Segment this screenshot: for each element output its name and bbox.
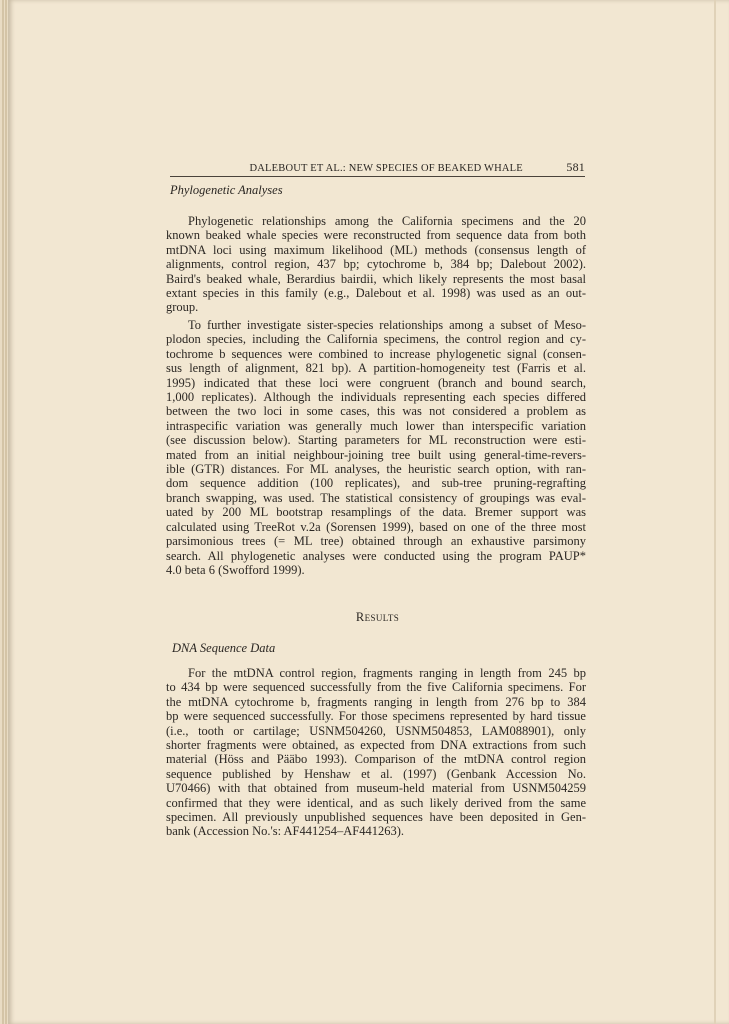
text-line: bank (Accession No.'s: AF441254–AF441263). — [166, 824, 405, 839]
text-line: sus length of alignment, 821 bp). A partition-homogeneity test (Farris et al. — [166, 361, 586, 376]
text-line: extant species in this family (e.g., Dalebout et al. 1998) was used as an out- — [166, 286, 586, 301]
text-line: confirmed that they were identical, and as such likely derived from the same — [166, 795, 586, 810]
text-line: dom sequence addition (100 replicates), and sub-tree pruning-regrafting — [166, 476, 586, 491]
paragraph-phylogenetic-2 — [166, 318, 586, 577]
text-line: 1995) indicated that these loci were congruent (branch and bound search, — [166, 375, 586, 390]
text-line: alignments, control region, 437 bp; cytochrome b, 384 bp; Dalebout 2002). — [166, 257, 586, 272]
text-line: between the two loci in some cases, this was not considered a problem as — [166, 404, 586, 419]
page-number: 581 — [566, 160, 585, 174]
text-line: shorter fragments were obtained, as expected from DNA extractions from such — [166, 738, 586, 753]
text-line: parsimonious trees (= ML tree) obtained through an exhaustive parsimony — [166, 534, 586, 549]
text-line: mtDNA loci using maximum likelihood (ML) methods (consensus length of — [166, 242, 586, 257]
text-line: mated from an initial neighbour-joining tree built using general-time-revers- — [166, 447, 586, 462]
text-line: 1,000 replicates). Although the individuals representing each species differed — [166, 390, 586, 405]
text-line: specimen. All previously unpublished sequences have been deposited in Gen- — [166, 810, 586, 825]
text-line: plodon species, including the California specimens, the control region and cy- — [166, 332, 586, 347]
running-title: DALEBOUT ET AL.: NEW SPECIES OF BEAKED WHALE — [249, 163, 523, 174]
section-heading-results: Results — [355, 610, 400, 624]
text-line: material (Höss and Pääbo 1993). Comparison of the mtDNA control region — [166, 752, 586, 767]
text-line: (i.e., tooth or cartilage; USNM504260, USNM504853, LAM088901), only — [166, 723, 586, 738]
paragraph-dna-sequence — [166, 666, 586, 839]
text-line: Baird's beaked whale, Berardius bairdii, which likely represents the most basal — [166, 271, 586, 286]
section-heading-phylogenetic: Phylogenetic Analyses — [170, 183, 283, 197]
text-line: known beaked whale species were reconstructed from sequence data from both — [166, 228, 586, 243]
text-line: to 434 bp were sequenced successfully from the five California specimens. For — [166, 680, 586, 695]
text-line: search. All phylogenetic analyses were conducted using the program PAUP* — [166, 548, 586, 563]
header-rule — [170, 176, 585, 177]
text-line: For the mtDNA control region, fragments ranging in length from 245 bp — [188, 666, 586, 680]
page-fold — [714, 0, 716, 1024]
text-line: intraspecific variation was generally much lower than interspecific variation — [166, 418, 586, 433]
text-line: bp were sequenced successfully. For those specimens represented by hard tissue — [166, 709, 586, 724]
text-line: (see discussion below). Starting parameters for ML reconstruction were esti- — [166, 433, 586, 448]
text-line: 4.0 beta 6 (Swofford 1999). — [166, 562, 305, 577]
text-line: calculated using TreeRot v.2a (Sorensen 1999), based on one of the three most — [166, 519, 586, 534]
text-line: sequence published by Henshaw et al. (1997) (Genbank Accession No. — [166, 766, 586, 781]
text-line: ible (GTR) distances. For ML analyses, the heuristic search option, with ran- — [166, 462, 586, 477]
text-line: tochrome b sequences were combined to increase phylogenetic signal (consen- — [166, 346, 586, 361]
text-line: the mtDNA cytochrome b, fragments ranging in length from 276 bp to 384 — [166, 694, 586, 709]
text-line: To further investigate sister-species relationships among a subset of Meso- — [188, 318, 586, 332]
text-line: Phylogenetic relationships among the California specimens and the 20 — [188, 214, 586, 228]
paragraph-phylogenetic-1 — [166, 214, 586, 315]
page-edge — [2, 0, 4, 1024]
subheading-dna-sequence-data: DNA Sequence Data — [172, 641, 276, 655]
text-line: group. — [166, 300, 199, 315]
text-line: branch swapping, was used. The statistical consistency of groupings was eval- — [166, 490, 586, 505]
text-line: U70466) with that obtained from museum-held material from USNM504259 — [166, 781, 586, 796]
running-header — [170, 160, 585, 175]
text-line: uated by 200 ML bootstrap resamplings of the data. Bremer support was — [166, 505, 586, 520]
page-edge — [5, 0, 7, 1024]
